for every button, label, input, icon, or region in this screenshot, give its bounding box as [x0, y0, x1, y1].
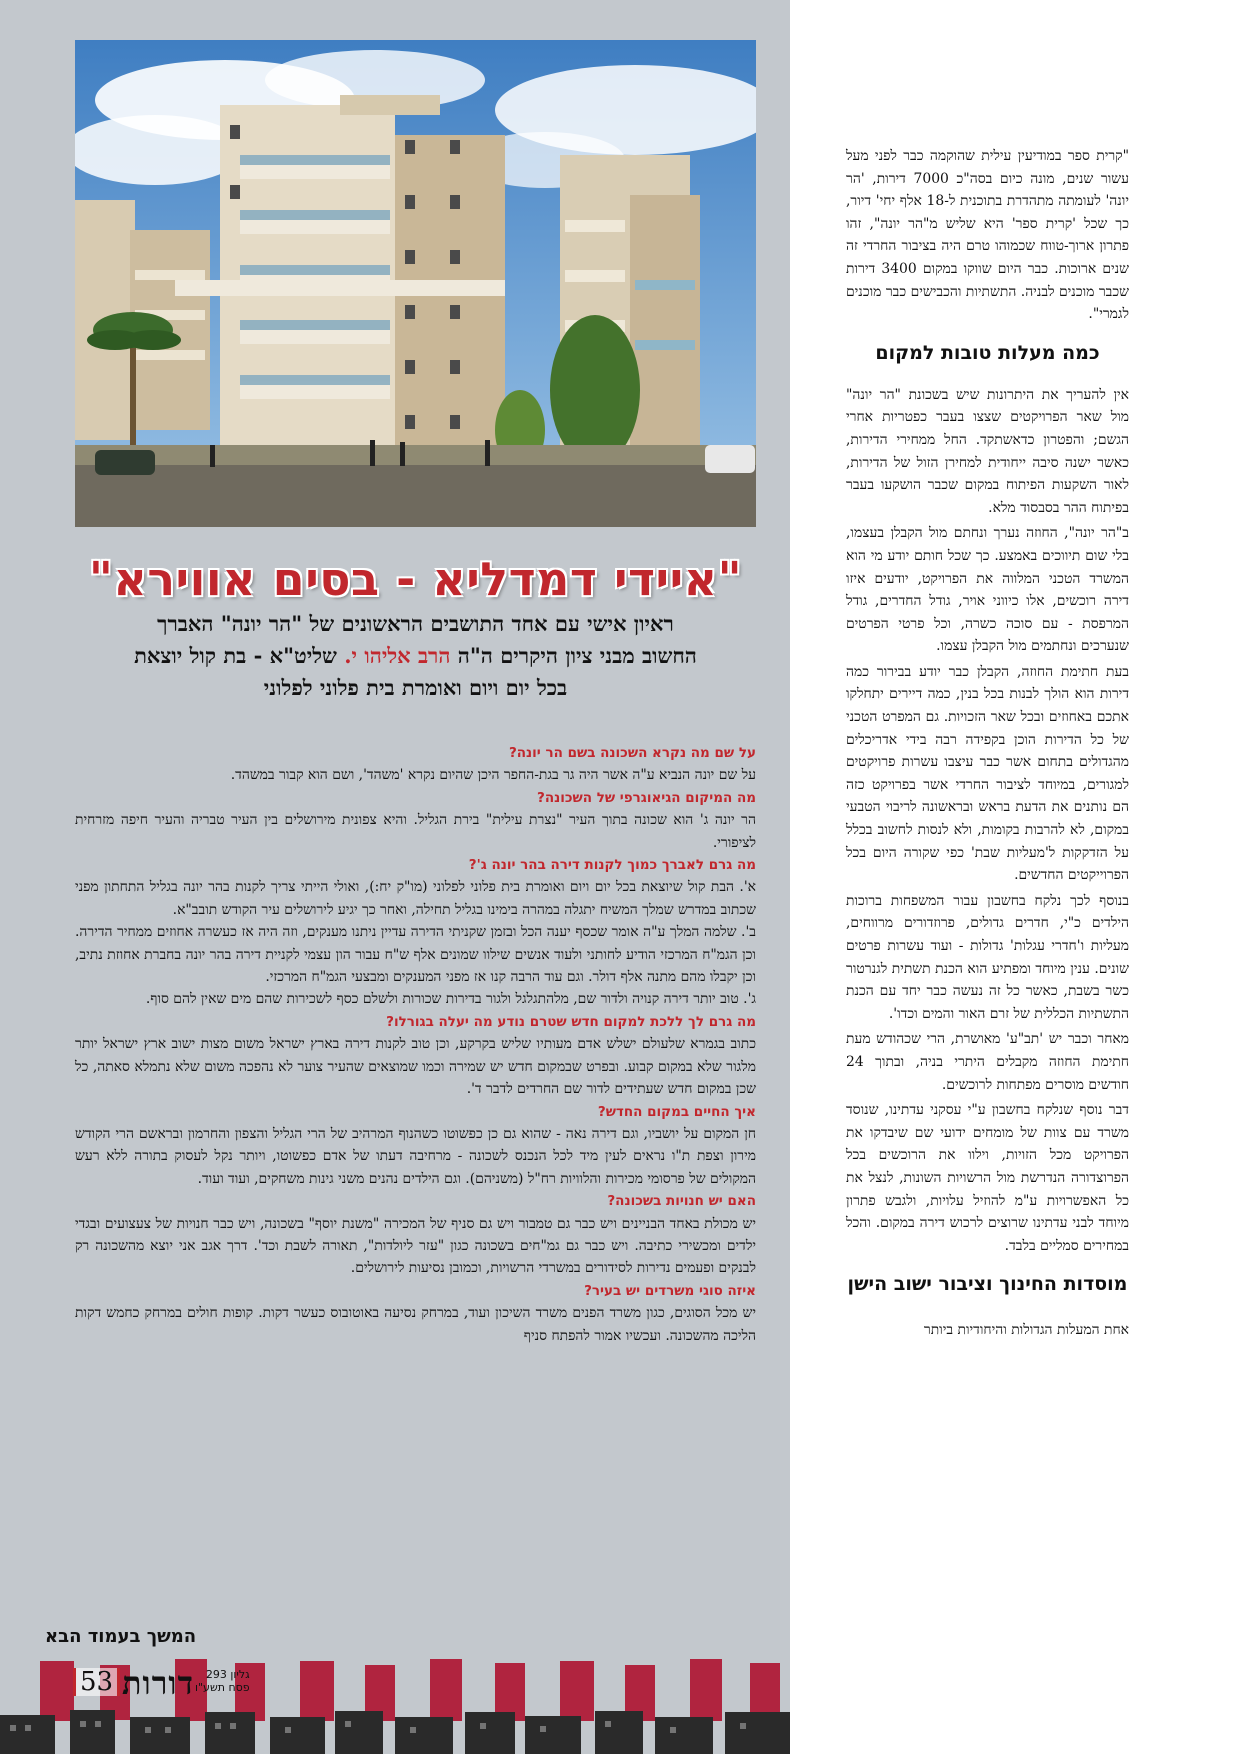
section-heading: כמה מעלות טובות למקום — [875, 341, 1100, 364]
subhead-text: החשוב מבני ציון היקרים ה"ה — [450, 643, 697, 668]
interview-body — [75, 742, 756, 1347]
interview-question: איזה סוגי משרדים יש בעיר? — [584, 1282, 756, 1299]
rabbi-name: הרב אליהו י. — [344, 643, 451, 668]
interview-answer: על שם יונה הנביא ע"ה אשר היה גר בגת-החפר היכן שהיום נקרא 'משהד', ושם הוא קבור במשהד. — [230, 767, 756, 784]
interview-question: האם יש חנויות בשכונה? — [607, 1193, 756, 1210]
interview-answer: א'. הבת קול שיוצאת בכל יום ויום ואומרת בית פלוני לפלוני (מו"ק יח:), ואולי הייתי צריך לקנות בהר יונה בגליל התחתון מפני שכתוב במדרש שמלך המשיח יתגלה במהרה בימינו בגליל תחילה, ואחר כך יגיע לירושלים עיר הקודש תובב"א. — [75, 879, 756, 918]
interview-answer: כתוב בגמרא שלעולם ישלש אדם מעותיו שליש בקרקע, וכן טוב לקנות דירה בארץ ישראל משום מצות ישוב ארץ ישראל יותר מלגור שלא במקום קבוע. ובפרט שבמקום חדש יש שמירה וכמו שמוצאים שהעיר צוער לא נהפכה משום שלא נתמלא סאתה, כל שכן במקום חדש שעתידים לדור שם החרדים לדבר ד'. — [75, 1036, 756, 1098]
building-photo — [75, 40, 756, 527]
interview-question: איך החיים במקום החדש? — [597, 1103, 756, 1120]
paragraph: דבר נוסף שנלקח בחשבון ע"י עסקני עדתינו, שנוסד משרד עם צוות של מומחים ידועי שם שיבדקו את הפרויקט מכל הזויות, וילוו את הרוכשים בכל הפרוצדורה הנדרשת מול הרשויות השונות, לנצל את כל האפשרויות ע"מ להוזיל עלויות, ולגבש פתרון מיוחד לבני עדתינו שרוצים לרכוש דירה במקום. והכל במחירים סמליים בלבד. — [846, 1102, 1129, 1254]
article-headline: "איידי דמדליא - בסים אווירא" — [88, 552, 743, 606]
subhead-line-1: ראיון אישי עם אחד התושבים הראשונים של "הר יונה" האברך — [157, 611, 674, 636]
interview-answer: ג'. טוב יותר דירה קנויה ולדור שם, מלהתגלגל ולגור בדירות שכורות ולשלם כסף לשכירות שהם מים שאין להם סוף. — [145, 991, 756, 1008]
paragraph: בנוסף לכך נלקח בחשבון עבור המשפחות ברוכות הילדים כ"י, חדרים גדולים, פרוזדורים מרווחים, מעליות ו'חדרי עגלות' גדולות - ועוד עשרות פרטים שונים. ענין מיוחד ומפתיע הוא הכנת תשתית לגנרטור כשר בשבת, כאשר כל זה נעשה כבר יחד עם הכנת התשתיות הכללית של זרם האור והמים וכדו'. — [846, 892, 1129, 1022]
issue-info — [195, 1668, 250, 1694]
paragraph: מאחר וכבר יש 'תב"ע' מאושרת, הרי שכהודש מעת חתימת החוזה מקבלים היתרי בניה, ובתוך 24 חודשים מוסרים מפתחות לרוכשים. — [846, 1031, 1129, 1093]
interview-answer: יש מכולת באחד הבניינים ויש כבר גם טמבור ויש גם סניף של המכירה "משנת יוסף" בשכונה, ויש כבר חנויות של צעצועים ובגדי ילדים ומכשירי כתיבה. ויש כבר גם גמ"חים בשכונה כגון "עזר ליולדות", תאורה לשבת וכד'. דרך אגב אני יוצא מהשכונה רק לבנקים ופעמים נדירות לסידורים במשרדי הרשויות, וכמובן נסיעות לירושלים. — [75, 1215, 756, 1277]
interview-answer: יש מכל הסוגים, כגון משרד הפנים משרד השיכון ועוד, במרחק נסיעה באוטובוס כעשר דקות. קופות חולים במרחק כחמש דקות הליכה מהשכונה. ועכשיו אמור להפתח סניף — [75, 1305, 756, 1344]
interview-question: על שם מה נקרא השכונה בשם הר יונה? — [508, 745, 756, 761]
subhead-line-3: בכל יום ויום ואומרת בית פלוני לפלוני — [263, 675, 568, 700]
subhead-line-2 — [75, 640, 756, 672]
magazine-logo: דורות — [122, 1664, 194, 1702]
interview-question: מה המיקום הגיאוגרפי של השכונה? — [536, 789, 756, 806]
right-column — [846, 145, 1129, 1345]
paragraph: אין להעריך את היתרונות שיש בשכונת "הר יונה" מול שאר הפרויקטים שצצו בעבר כפטריות אחרי הגשם; והפטרון כדאשתקד. החל ממחירי הדירות, כאשר ישנה סיבה ייחודית למחירן הזול של הדירות, לאור השקעות הפיתוח במקום שכבר הושקעו בעבר בפיתוח ההר בסבסוד מלא. — [846, 386, 1129, 516]
continued-next-page: המשך בעמוד הבא — [45, 1626, 197, 1647]
page-number: 53 — [73, 1668, 120, 1696]
interview-answer: ב'. שלמה המלך ע"ה אומר שכסף יענה הכל ובזמן שקניתי הדירה עדיין ניתנו מענקים, וזה היה אז כעשרה אחוזים ממחיר הדירה. וכן הגמ"ח המרכזי הודיע לחותני ולעוד אנשים שילוו שמונים אלף ש"ח עבור הון עצמי לקניית דירה בהר יונה בחברת אחוזת נתיב, וכן יקבלו מהם מתנה אלף דולר. וגם עוד הרבה קנו אז מפני המענקים ומבצעי הגמ"ח המרכזי. — [75, 924, 756, 986]
issue-date: פסח תשע"ו — [195, 1681, 250, 1694]
paragraph: בעת חתימת החוזה, הקבלן כבר יודע בבירור כמה דירות הוא הולך לבנות בכל בנין, כמה דיירים יתחלקו אתכם באחוזים ובכל שאר הזכויות. גם המפרט הטכני של כל הדירות הוכן בקפידה רבה בידי אדריכלים מהגדולים בתחום אשר כבר עיצבו עשרות פרויקטים למגורים, במיוחד לציבור החרדי אשר בפרויקט כזה הם נותנים את הדעת בראש ובראשונה לריבוי הטבעי במקום, לא להרבות בקומות, ולא לנסות לחשוב בכלל על הזדקקות ל'מעליות שבת' כפי שקורה היום בכל הפרוייקטים החדשים. — [846, 663, 1129, 884]
issue-number: גליון 293 — [205, 1668, 250, 1681]
interview-answer: הר יונה ג' הוא שכונה בתוך העיר "נצרת עילית" בירת הגליל. והיא צפונית מירושלים בין העיר טבריה והעיר חיפה מזרחית לציפורי. — [75, 812, 756, 851]
section-heading: מוסדות החינוך וציבור ישוב הישן — [847, 1273, 1128, 1296]
interview-question: מה גרם לך ללכת למקום חדש שטרם נודע מה יעלה בגורלו? — [386, 1013, 756, 1030]
paragraph: אחת המעלות הגדולות והיחודיות ביותר — [923, 1322, 1129, 1339]
paragraph: ב"הר יונה", החוזה נערך ונחתם מול הקבלן בעצמו, בלי שום תיווכים באמצע. כך שכל חותם יודע מי הוא המשרד הטכני המלווה את הפרויקט, יודעים איזו דירה רוכשים, אלו כיווני אויר, גודל החדרים, גודל המרפסת - עם סוכה כשרה, וכל פרטי הפרטים שנערכים ונחתמים מול הקבלן עצמו. — [846, 525, 1129, 655]
subhead-text: שליט"א - בת קול יוצאת — [134, 643, 345, 668]
article-subheading — [75, 608, 756, 704]
interview-question: מה גרם לאברך כמוך לקנות דירה בהר יונה ג'? — [468, 857, 756, 874]
paragraph: "קרית ספר במודיעין עילית שהוקמה כבר לפני מעל עשור שנים, מונה כיום בסה"כ 7000 דירות, 'הר יונה' לעומתה מתהדרת בתוכנית ל-18 אלף יחי' דיור, כך שכל 'קרית ספר' היא שליש מ"הר יונה", זהו פתרון ארוך-טווח שכמוהו טרם היה בציבור החרדי זה שנים ארוכות. כבר היום שווקו במקום 3400 דירות שכבר מוכנים לבניה. התשתיות והכבישים כבר מוכנים לגמרי". — [846, 148, 1130, 323]
interview-answer: חן המקום על יושביו, וגם דירה נאה - שהוא גם כן כפשוטו כשהנוף המרהיב של הרי הגליל והצפון והחרמון ובראשם הרי הקודש מירון וצפת ת"ו נראים לעין מיד לכל הנכנס לשכונה - מרחיבה דעתו של אדם כפשוטו, ויותר נקל לעסוק בתורה ללא רעש המקולים של פרסומי מכירות והלוויות רח"ל (משניהם). וגם הילדים נהנים משני גינות משחקים, ועוד ועוד. — [75, 1125, 756, 1187]
